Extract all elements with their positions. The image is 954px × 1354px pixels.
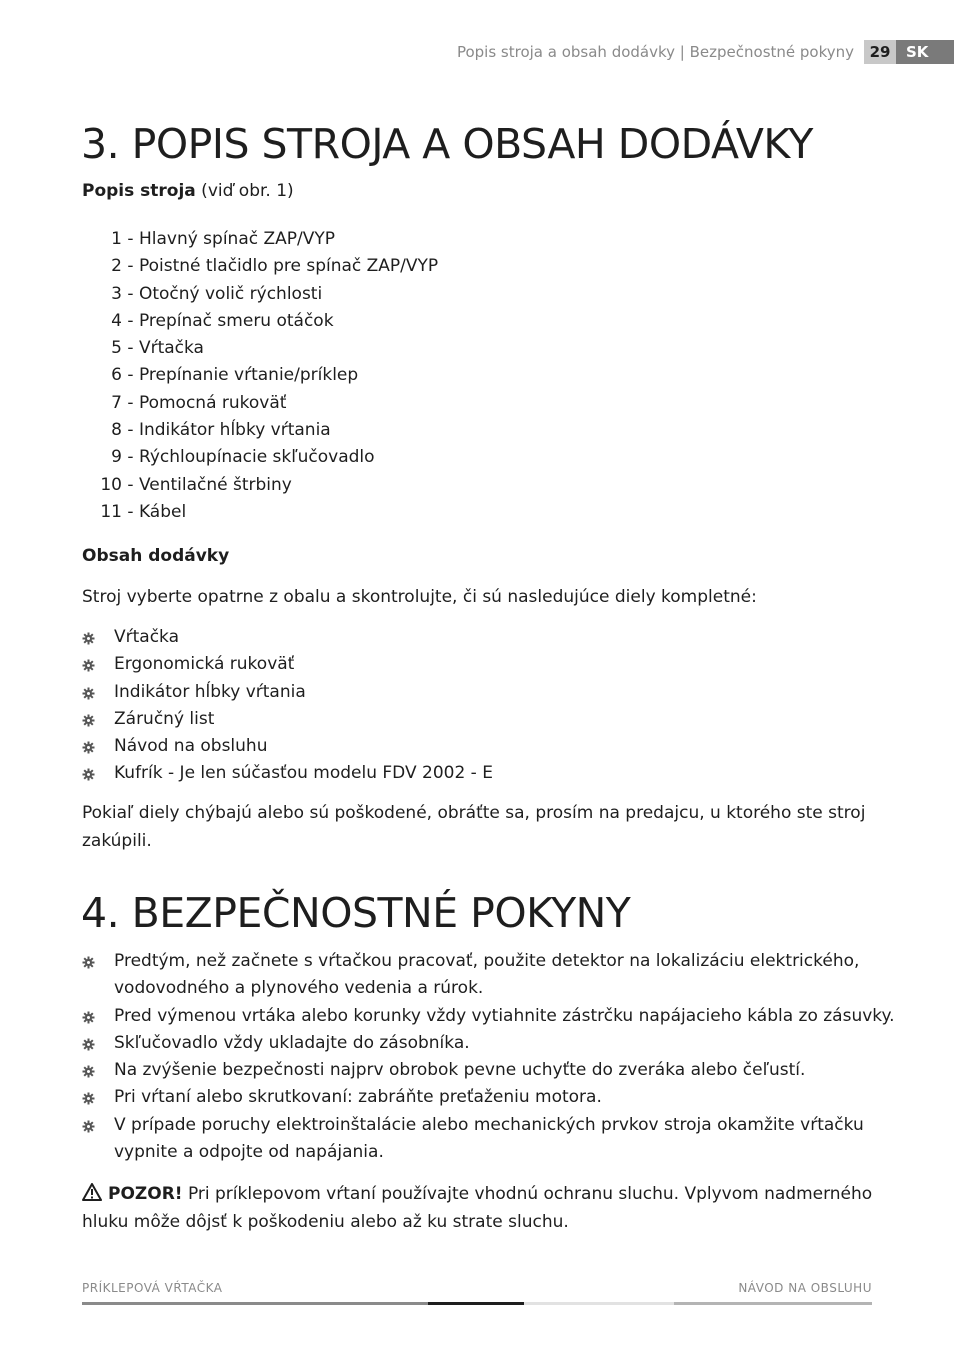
delivery-intro: Stroj vyberte opatrne z obalu a skontrolujte, či sú nasledujúce diely kompletné: [82,587,757,607]
gear-bullet-icon [82,1120,95,1133]
part-label: Indikátor hĺbky vŕtania [138,420,331,441]
warning-label: POZOR! [108,1184,183,1204]
part-label: Otočný volič rýchlosti [138,283,323,304]
gear-bullet-icon [82,632,95,645]
list-item: 11 - Kábel [82,499,438,526]
list-item [82,679,493,706]
missing-parts-line-1: Pokiaľ diely chýbajú alebo sú poškodené, obráťte sa, prosím na predajcu, u ktorého ste stroj [82,803,866,823]
part-number: 5 [111,338,122,359]
safety-line: Skľučovadlo vždy ukladajte do zásobníka. [114,1032,470,1053]
parts-list [82,226,438,526]
list-item [82,651,493,678]
part-label: Kábel [138,501,187,522]
machine-description-heading [82,181,294,201]
safety-line: vodovodného a plynového vedenia a rúrok. [114,978,484,999]
safety-line: Na zvýšenie bezpečnosti najprv obrobok pevne uchyťte do zveráka alebo čeľustí. [114,1060,806,1081]
part-number: 4 [111,310,122,331]
list-item [82,624,493,651]
gear-bullet-icon [82,1038,95,1051]
part-label: Hlavný spínač ZAP/VYP [138,229,336,249]
safety-line: Predtým, než začnete s vŕtačkou pracovať, použite detektor na lokalizáciu elektrického, [114,951,860,971]
gear-bullet-icon [82,687,95,700]
footer-product-name: PRÍKLEPOVÁ VŔTAČKA [82,1281,223,1295]
gear-bullet-icon [82,659,95,672]
gear-bullet-icon [82,1065,95,1078]
part-number: 9 [111,447,122,468]
warning-triangle-icon [82,1183,102,1201]
delivery-heading: Obsah dodávky [82,546,230,566]
part-number: 2 [111,256,122,277]
list-item [82,760,493,787]
gear-bullet-icon [82,768,95,781]
header-breadcrumb: Popis stroja a obsah dodávky | Bezpečnostné pokyny [456,43,854,61]
footer-bar-segment [524,1302,674,1305]
delivery-item-label: Vŕtačka [114,627,180,647]
list-item: 1 - Hlavný spínač ZAP/VYP [82,226,438,253]
part-number: 11 [100,501,122,522]
part-number: 6 [111,365,122,386]
hearing-warning [82,1180,872,1236]
part-label: Prepínač smeru otáčok [138,310,334,331]
list-item: 10 - Ventilačné štrbiny [82,472,438,499]
delivery-item-label: Záručný list [114,708,215,729]
list-item [82,1084,895,1111]
gear-bullet-icon [82,741,95,754]
section4-title: 4. BEZPEČNOSTNÉ POKYNY [81,889,631,937]
part-number: 3 [111,283,122,304]
delivery-item-label: Kufrík - Je len súčasťou modelu FDV 2002 - E [114,763,493,784]
safety-line: V prípade poruchy elektroinštalácie alebo mechanických prvkov stroja okamžite vŕtačku [114,1114,864,1135]
delivery-item-label: Návod na obsluhu [114,736,268,757]
list-item: 5 - Vŕtačka [82,335,438,362]
warning-text-line-2: hluku môže dôjsť k poškodeniu alebo až ku strate sluchu. [82,1212,569,1232]
safety-line: Pred výmenou vrtáka alebo korunky vždy vytiahnite zástrčku napájacieho kábla zo zásuvky. [114,1005,895,1026]
list-item [82,706,493,733]
list-item: 2 - Poistné tlačidlo pre spínač ZAP/VYP [82,253,438,280]
figure-reference: (viď obr. 1) [195,181,294,201]
page-number: 29 [864,40,896,64]
footer-bar-segment [428,1302,524,1305]
gear-bullet-icon [82,1092,95,1105]
list-item [82,1112,895,1167]
section3-title: 3. POPIS STROJA A OBSAH DODÁVKY [81,120,813,168]
gear-bullet-icon [82,714,95,727]
list-item [82,733,493,760]
list-item: 7 - Pomocná rukoväť [82,390,438,417]
part-number: 1 [111,229,122,249]
list-item [82,1003,895,1030]
list-item: 9 - Rýchloupínacie skľučovadlo [82,444,438,471]
part-label: Rýchloupínacie skľučovadlo [138,447,375,468]
part-label: Poistné tlačidlo pre spínač ZAP/VYP [138,256,439,277]
delivery-item-label: Ergonomická rukoväť [114,654,295,675]
delivery-list [82,624,493,788]
footer-manual-label: NÁVOD NA OBSLUHU [738,1281,872,1295]
part-number: 10 [100,474,122,495]
footer-bar-segment [674,1302,872,1305]
part-number: 8 [111,420,122,441]
footer-bar-segment [82,1302,428,1305]
warning-text-line-1: Pri príklepovom vŕtaní používajte vhodnú ochranu sluchu. Vplyvom nadmerného [182,1184,873,1204]
safety-list [82,948,895,1166]
language-tab: SK [896,40,954,64]
part-label: Vŕtačka [138,338,204,359]
delivery-item-label: Indikátor hĺbky vŕtania [114,681,306,702]
list-item [82,948,895,1003]
gear-bullet-icon [82,956,95,969]
part-label: Ventilačné štrbiny [138,474,292,495]
gear-bullet-icon [82,1011,95,1024]
safety-line: vypnite a odpojte od napájania. [114,1142,384,1163]
list-item: 8 - Indikátor hĺbky vŕtania [82,417,438,444]
missing-parts-line-2: zakúpili. [82,831,152,851]
part-label: Pomocná rukoväť [138,392,287,413]
list-item: 4 - Prepínač smeru otáčok [82,308,438,335]
list-item: 3 - Otočný volič rýchlosti [82,281,438,308]
part-number: 7 [111,392,122,413]
list-item [82,1057,895,1084]
part-label: Prepínanie vŕtanie/príklep [138,365,359,386]
list-item [82,1030,895,1057]
list-item: 6 - Prepínanie vŕtanie/príklep [82,362,438,389]
machine-description-label: Popis stroja [82,181,196,201]
safety-line: Pri vŕtaní alebo skrutkovaní: zabráňte preťaženiu motora. [114,1087,602,1108]
